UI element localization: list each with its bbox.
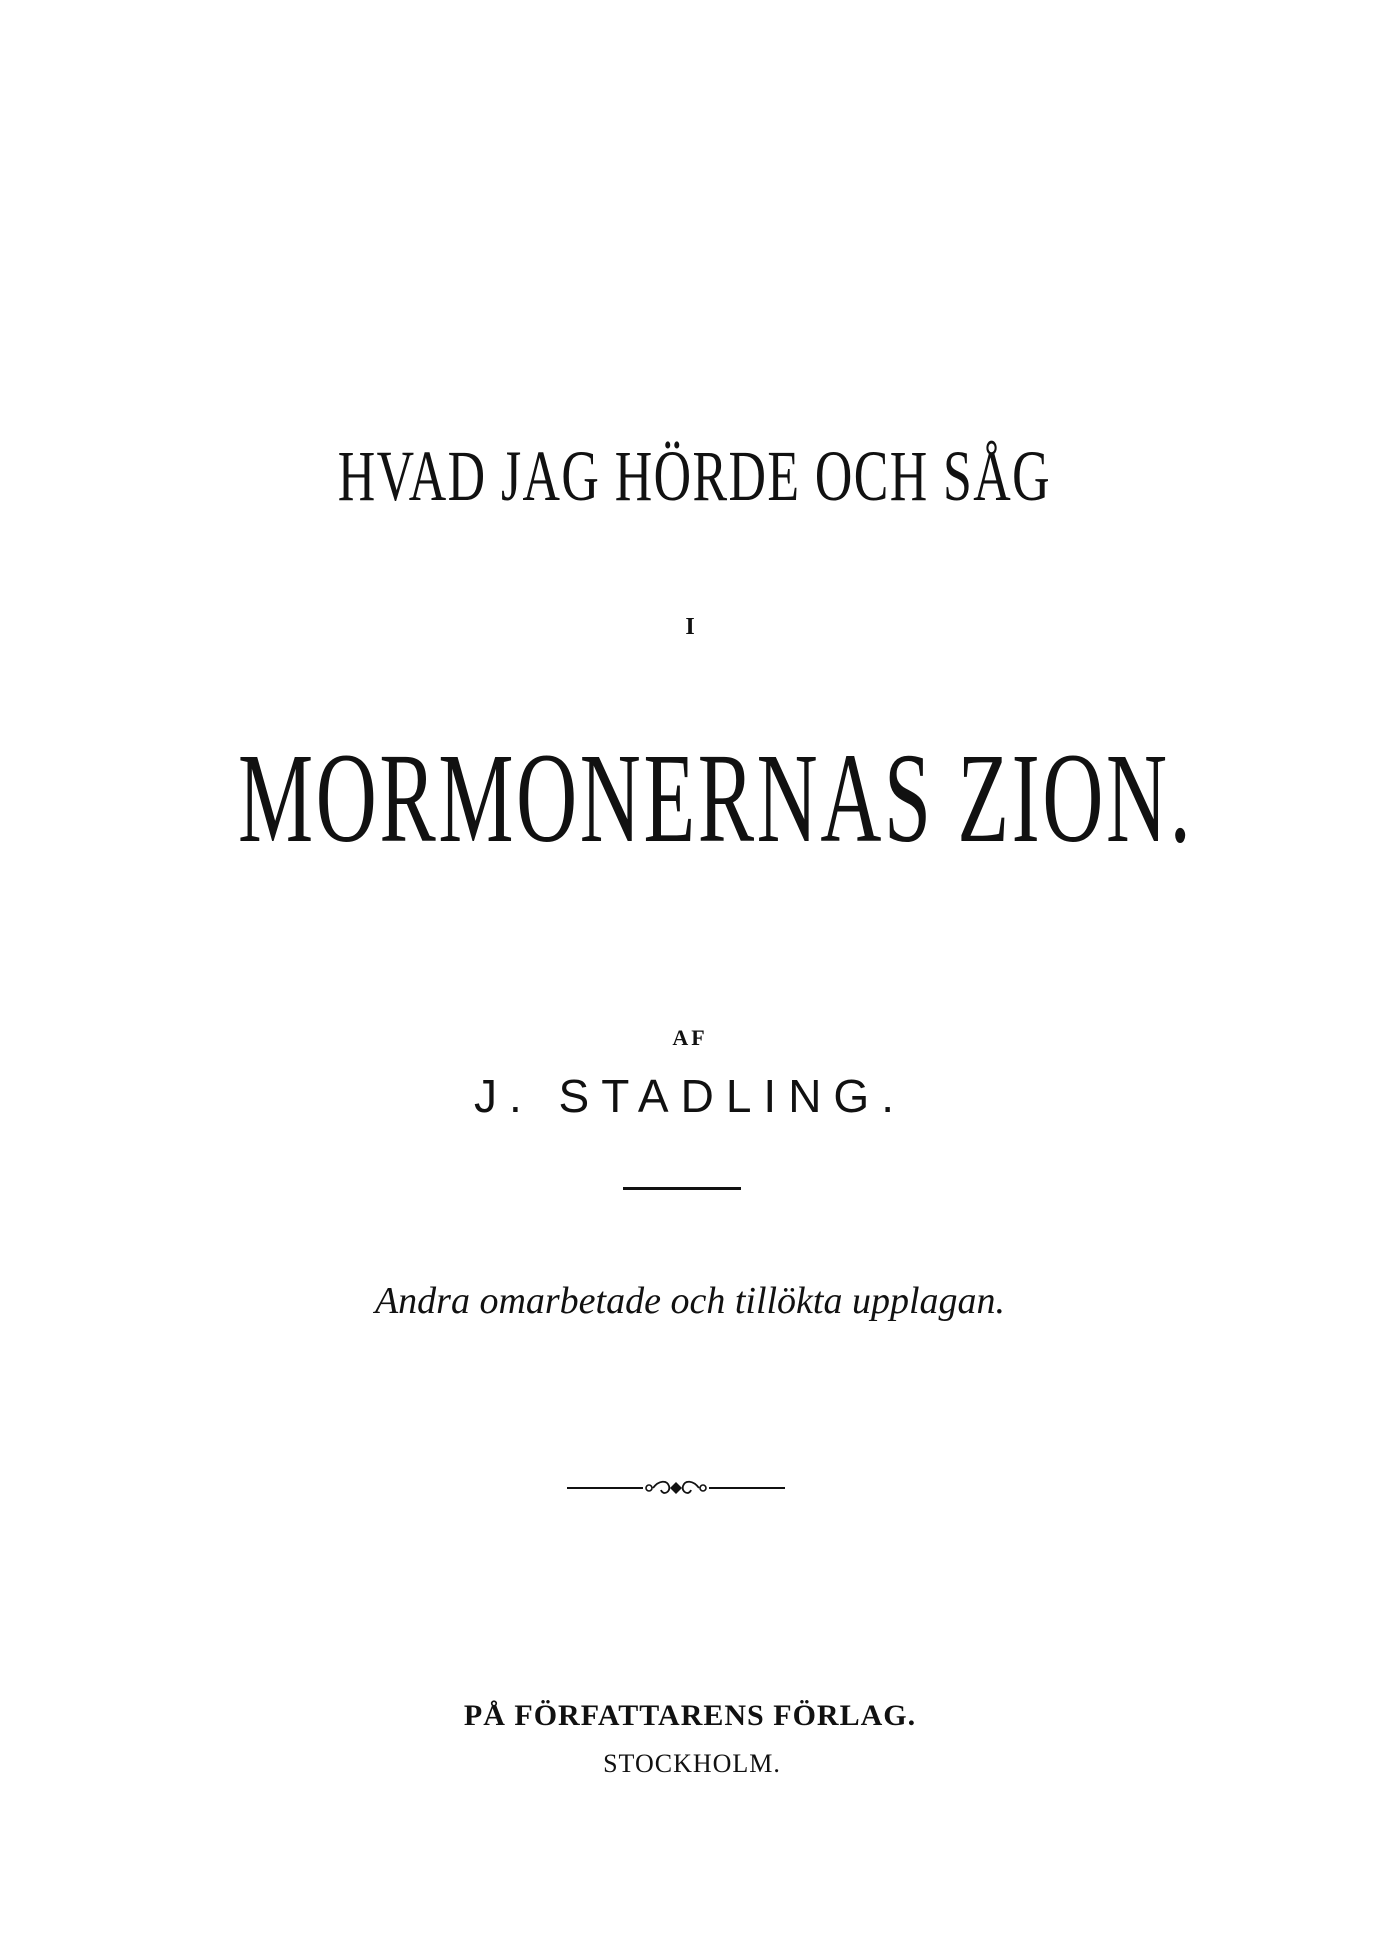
title-upper-line: HVAD JAG HÖRDE OCH SÅG [337,436,1052,516]
city-line: STOCKHOLM. [603,1749,781,1778]
author-name: J. STADLING. [474,1070,906,1122]
divider-rule [623,1187,741,1190]
fleuron-ornament-icon [567,1476,785,1500]
edition-note: Andra omarbetade och tillökta upplagan. [374,1280,1006,1322]
title-main-line: MORMONERNAS ZION. [237,727,1194,869]
byline-label: AF [672,1025,708,1050]
publisher-line: PÅ FÖRFATTARENS FÖRLAG. [463,1699,917,1732]
title-connector: I [685,614,695,640]
